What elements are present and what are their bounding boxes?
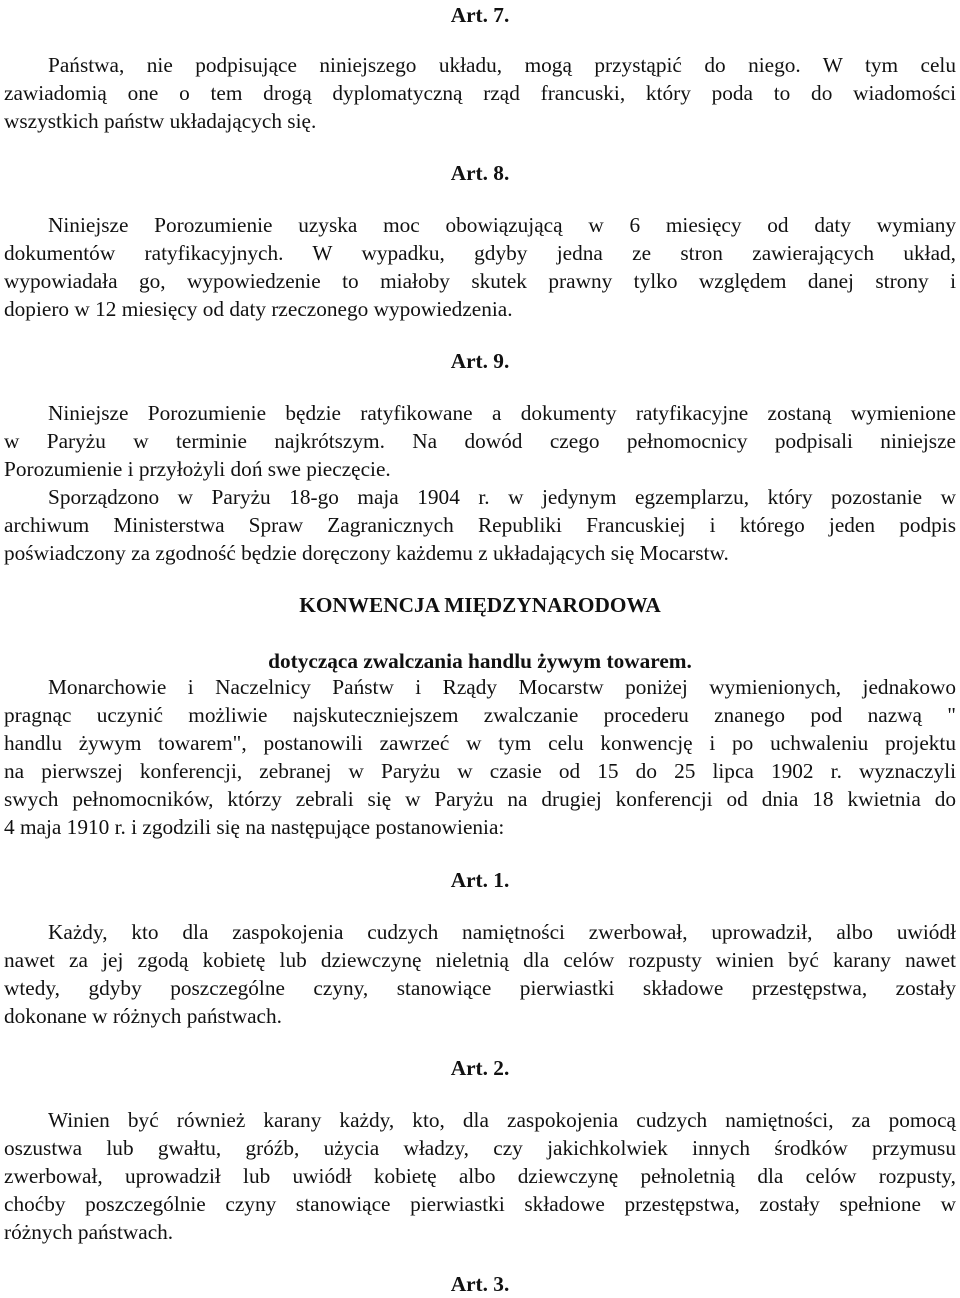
paragraph-line: 4 maja 1910 r. i zgodzili się na następujące postanowienia: xyxy=(4,815,505,839)
paragraph-line: swych pełnomocników, którzy zebrali się w Paryżu na drugiej konferencji od dnia 18 kwietnia do xyxy=(4,787,956,811)
article-heading: Art. 8. xyxy=(450,161,510,185)
article-heading: Art. 2. xyxy=(450,1056,510,1080)
paragraph-line: Monarchowie i Naczelnicy Państw i Rządy Mocarstw poniżej wymienionych, jednakowo xyxy=(48,675,956,699)
paragraph-line: choćby poszczególnie czyny stanowiące pierwiastki składowe przestępstwa, zostały spełnione w xyxy=(4,1192,956,1216)
article-heading: Art. 1. xyxy=(450,868,510,892)
convention-subtitle: dotycząca zwalczania handlu żywym towarem. xyxy=(268,649,692,673)
paragraph-line: archiwum Ministerstwa Spraw Zagranicznych Republiki Francuskiej i którego jeden podpis xyxy=(4,513,956,537)
paragraph-line: na pierwszej konferencji, zebranej w Paryżu w czasie od 15 do 25 lipca 1902 r. wyznaczyli xyxy=(4,759,956,783)
paragraph-line: pragnąc uczynić możliwie najskuteczniejszem zwalczanie procederu znanego pod nazwą " xyxy=(4,703,956,727)
paragraph-line: różnych państwach. xyxy=(4,1220,174,1244)
paragraph-line: wypowiadała go, wypowiedzenie to miałoby skutek prawny tylko względem danej strony i xyxy=(4,269,956,293)
paragraph-line: zawiadomią one o tem drogą dyplomatyczną rząd francuski, który poda to do wiadomości xyxy=(4,81,956,105)
paragraph-line: wszystkich państw układających się. xyxy=(4,109,317,133)
convention-title: KONWENCJA MIĘDZYNARODOWA xyxy=(299,593,661,617)
paragraph-line: Porozumienie i przyłożyli doń swe pieczęcie. xyxy=(4,457,391,481)
paragraph-line: zwerbował, uprowadził lub uwiódł kobietę albo dziewczynę pełnoletnią dla celów rozpusty, xyxy=(4,1164,956,1188)
paragraph-line: wtedy, gdyby poszczególne czyny, stanowiące pierwiastki składowe przestępstwa, zostały xyxy=(4,976,956,1000)
paragraph-line: Państwa, nie podpisujące niniejszego układu, mogą przystąpić do niego. W tym celu xyxy=(48,53,956,77)
paragraph-line: handlu żywym towarem", postanowili zawrzeć w tym celu konwencję i po uchwaleniu projektu xyxy=(4,731,956,755)
paragraph-line: dokumentów ratyfikacyjnych. W wypadku, gdyby jedna ze stron zawierających układ, xyxy=(4,241,956,265)
article-heading: Art. 9. xyxy=(450,349,510,373)
paragraph-line: dokonane w różnych państwach. xyxy=(4,1004,282,1028)
paragraph-line: Sporządzono w Paryżu 18-go maja 1904 r. w jedynym egzemplarzu, który pozostanie w xyxy=(48,485,956,509)
paragraph-line: nawet za jej zgodą kobietę lub dziewczynę nieletnią dla celów rozpusty winien być karany nawet xyxy=(4,948,956,972)
paragraph-line: Niniejsze Porozumienie uzyska moc obowiązującą w 6 miesięcy od daty wymiany xyxy=(48,213,956,237)
paragraph-line: oszustwa lub gwałtu, gróźb, użycia władzy, czy jakichkolwiek innych środków przymusu xyxy=(4,1136,956,1160)
paragraph-line: Każdy, kto dla zaspokojenia cudzych namiętności zwerbował, uprowadził, albo uwiódł xyxy=(48,920,956,944)
paragraph-line: dopiero w 12 miesięcy od daty rzeczonego wypowiedzenia. xyxy=(4,297,513,321)
paragraph-line: poświadczony za zgodność będzie doręczony każdemu z układających się Mocarstw. xyxy=(4,541,729,565)
article-heading: Art. 3. xyxy=(450,1272,510,1296)
article-heading: Art. 7. xyxy=(450,3,510,27)
paragraph-line: Winien być również karany każdy, kto, dla zaspokojenia cudzych namiętności, za pomocą xyxy=(48,1108,956,1132)
paragraph-line: w Paryżu w terminie najkrótszym. Na dowód czego pełnomocnicy podpisali niniejsze xyxy=(4,429,956,453)
paragraph-line: Niniejsze Porozumienie będzie ratyfikowane a dokumenty ratyfikacyjne zostaną wymienione xyxy=(48,401,956,425)
